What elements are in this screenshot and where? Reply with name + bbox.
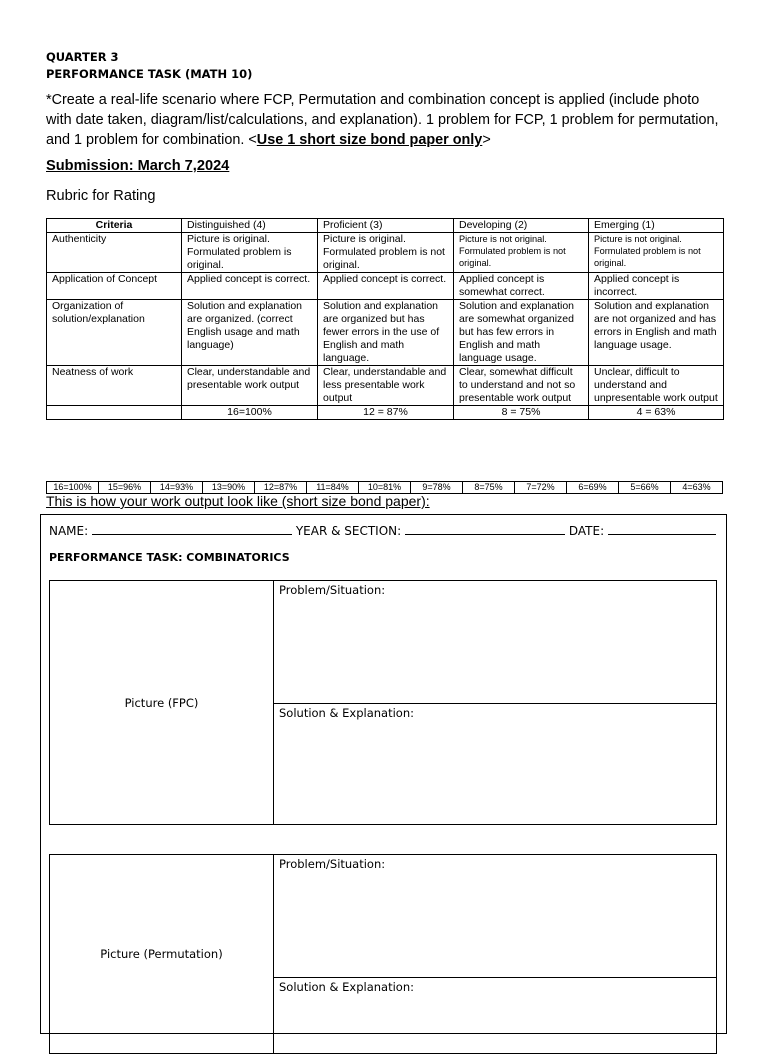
rubric-cell: Applied concept is incorrect.	[589, 273, 724, 300]
rubric-cell: Applied concept is correct.	[318, 273, 454, 300]
rubric-row	[47, 233, 724, 273]
solution-label: Solution & Explanation:	[279, 706, 414, 720]
rubric-table	[46, 218, 724, 420]
scale-cell: 6=69%	[567, 482, 619, 494]
grade-scale-row	[47, 482, 723, 494]
rubric-cell: Picture is not original. Formulated problem is not original.	[589, 233, 724, 273]
name-blank	[92, 523, 292, 535]
solution-box	[273, 704, 716, 722]
rubric-cell: Clear, understandable and less presentable work output	[318, 366, 454, 406]
name-label: NAME:	[49, 524, 89, 538]
scale-cell: 13=90%	[203, 482, 255, 494]
scale-cell: 16=100%	[47, 482, 99, 494]
rubric-cell: Picture is original. Formulated problem is not original.	[318, 233, 454, 273]
rubric-header-row	[47, 219, 724, 233]
scale-cell: 7=72%	[515, 482, 567, 494]
rubric-row	[47, 300, 724, 366]
date-label: DATE:	[568, 524, 605, 538]
problem-box	[273, 855, 716, 978]
rubric-total: 16=100%	[182, 406, 318, 420]
rubric-row	[47, 366, 724, 406]
rubric-cell: Applied concept is correct.	[182, 273, 318, 300]
rubric-cell: Solution and explanation are not organized and has errors in English and math language usage.	[589, 300, 724, 366]
scale-cell: 8=75%	[463, 482, 515, 494]
rubric-cell: Unclear, difficult to understand and unpresentable work output	[589, 366, 724, 406]
rubric-cell: Authenticity	[47, 233, 182, 273]
picture-placeholder: Picture (Permutation)	[50, 855, 274, 1053]
sheet-info-line	[49, 523, 716, 538]
scale-cell: 9=78%	[411, 482, 463, 494]
solution-box	[273, 978, 716, 996]
sample-work-sheet	[40, 514, 727, 1034]
rubric-row	[47, 273, 724, 300]
scale-cell: 15=96%	[99, 482, 151, 494]
year-section-blank	[405, 523, 565, 535]
rubric-header: Criteria	[47, 219, 182, 233]
problem-box	[273, 581, 716, 704]
problem-label: Problem/Situation:	[279, 583, 386, 597]
sheet-title: PERFORMANCE TASK: COMBINATORICS	[49, 551, 290, 564]
rubric-cell: Solution and explanation are somewhat organized but has few errors in English and math language usage.	[454, 300, 589, 366]
rubric-title: Rubric for Rating	[46, 188, 156, 204]
rubric-totals-row	[47, 406, 724, 420]
rubric-header: Proficient (3)	[318, 219, 454, 233]
rubric-cell: Application of Concept	[47, 273, 182, 300]
instructions-close: >	[482, 132, 491, 148]
quarter-heading: QUARTER 3	[46, 50, 119, 64]
scale-cell: 4=63%	[671, 482, 723, 494]
picture-placeholder: Picture (FPC)	[50, 581, 274, 824]
rubric-cell: Applied concept is somewhat correct.	[454, 273, 589, 300]
rubric-total: 8 = 75%	[454, 406, 589, 420]
scale-cell: 12=87%	[255, 482, 307, 494]
task-heading: PERFORMANCE TASK (MATH 10)	[46, 67, 253, 81]
fpc-block	[49, 580, 717, 825]
rubric-total: 12 = 87%	[318, 406, 454, 420]
year-section-label: YEAR & SECTION:	[295, 524, 402, 538]
rubric-cell: Picture is original. Formulated problem is original.	[182, 233, 318, 273]
solution-label: Solution & Explanation:	[279, 980, 414, 994]
rubric-cell: Picture is not original. Formulated problem is not original.	[454, 233, 589, 273]
permutation-block	[49, 854, 717, 1054]
rubric-total	[47, 406, 182, 420]
rubric-cell: Neatness of work	[47, 366, 182, 406]
scale-cell: 10=81%	[359, 482, 411, 494]
instructions-emphasis: Use 1 short size bond paper only	[256, 132, 483, 148]
rubric-header: Developing (2)	[454, 219, 589, 233]
rubric-cell: Clear, somewhat difficult to understand and not so presentable work output	[454, 366, 589, 406]
rubric-cell: Clear, understandable and presentable work output	[182, 366, 318, 406]
work-output-caption: This is how your work output look like (short size bond paper):	[46, 493, 430, 509]
rubric-header: Emerging (1)	[589, 219, 724, 233]
instructions	[46, 90, 726, 150]
submission-date: Submission: March 7,2024	[46, 158, 230, 174]
rubric-cell: Solution and explanation are organized but has fewer errors in the use of English and math language.	[318, 300, 454, 366]
rubric-total: 4 = 63%	[589, 406, 724, 420]
scale-cell: 5=66%	[619, 482, 671, 494]
rubric-cell: Organization of solution/explanation	[47, 300, 182, 366]
rubric-header: Distinguished (4)	[182, 219, 318, 233]
scale-cell: 11=84%	[307, 482, 359, 494]
problem-label: Problem/Situation:	[279, 857, 386, 871]
rubric-cell: Solution and explanation are organized. (correct English usage and math language)	[182, 300, 318, 366]
scale-cell: 14=93%	[151, 482, 203, 494]
date-blank	[608, 523, 716, 535]
instructions-text: *Create a real-life scenario where FCP, Permutation and combination concept is applied (include photo with date taken, diagram/list/calculations, and explanation). 1 problem for FCP, 1 problem for permutation, and 1 problem for combination. <	[46, 92, 719, 148]
